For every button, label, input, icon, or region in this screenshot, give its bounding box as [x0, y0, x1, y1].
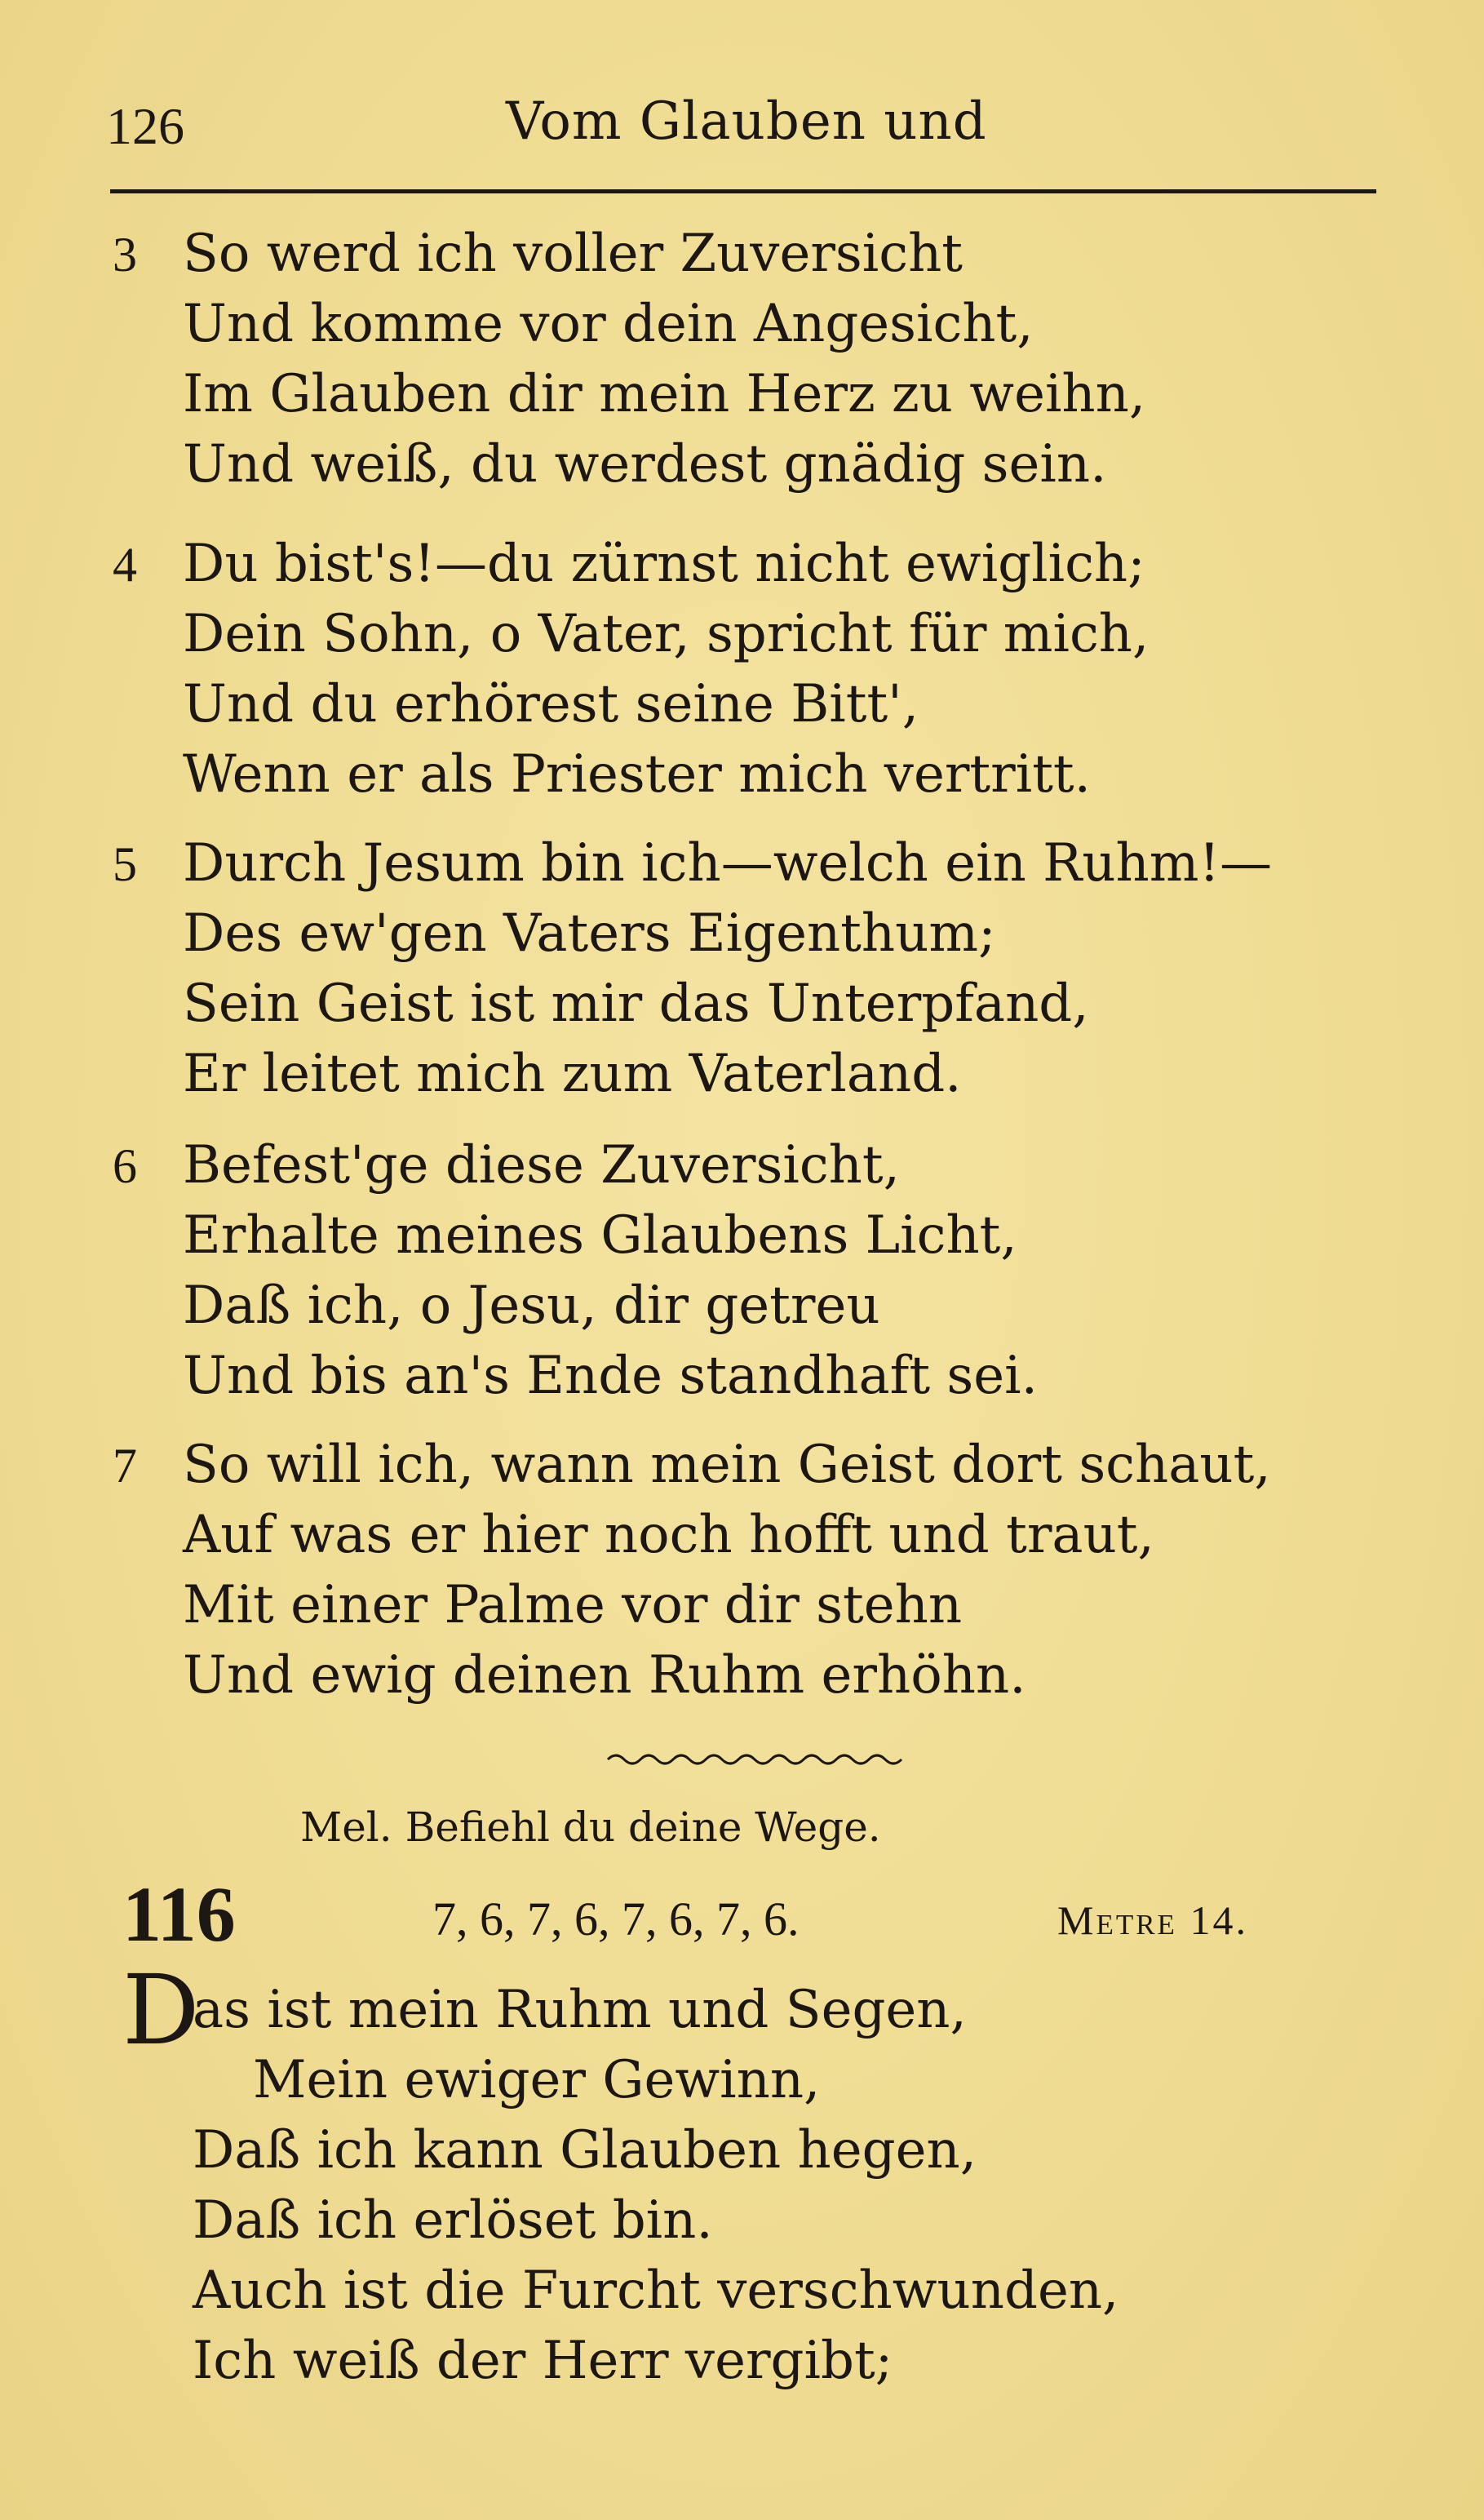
- drop-cap: D: [122, 1954, 200, 2066]
- running-title: Vom Glauben und: [506, 91, 987, 152]
- stanza-line-text: Durch Jesum bin ich—welch ein Ruhm!—: [183, 833, 1273, 894]
- hymn-first-line: [122, 1954, 1395, 2066]
- stanza-line: [113, 1430, 1418, 1500]
- stanza-line: Und komme vor dein Angesicht,: [183, 294, 1034, 354]
- hymn-116-verse: [122, 1954, 1395, 2396]
- stanza-line: Daß ich, o Jesu, dir getreu: [183, 1276, 880, 1336]
- stanza-line: Und weiß, du werdest gnädig sein.: [183, 434, 1107, 495]
- hymn-line: Ich weiß der Herr vergibt;: [193, 2331, 893, 2391]
- stanza-6: [113, 1130, 1418, 1411]
- stanza-line: [113, 828, 1418, 898]
- stanza-line: Sein Geist ist mir das Unterpfand,: [183, 974, 1089, 1034]
- stanza-7: [113, 1430, 1418, 1710]
- stanza-line: Und bis an's Ende standhaft sei.: [183, 1346, 1038, 1406]
- hymn-line: Mein ewiger Gewinn,: [253, 2050, 821, 2110]
- stanza-line: Mit einer Palme vor dir stehn: [183, 1575, 963, 1635]
- stanza-number: 3: [113, 228, 137, 282]
- stanza-line: Auf was er hier noch hofft und traut,: [183, 1505, 1154, 1565]
- page-number: 126: [106, 97, 184, 155]
- stanza-number: 6: [113, 1139, 137, 1193]
- stanza-line: Im Glauben dir mein Herz zu weihn,: [183, 364, 1146, 424]
- hymn-line: Auch ist die Furcht verschwunden,: [193, 2260, 1119, 2321]
- stanza-number: 5: [113, 837, 137, 891]
- stanza-line: Er leitet mich zum Vaterland.: [183, 1044, 962, 1104]
- stanza-line: Und du erhörest seine Bitt',: [183, 674, 919, 734]
- meter-pattern: 7, 6, 7, 6, 7, 6, 7, 6.: [432, 1892, 800, 1945]
- stanza-line-text: So will ich, wann mein Geist dort schaut,: [183, 1435, 1271, 1495]
- stanza-line-text: So werd ich voller Zuversicht: [183, 224, 963, 284]
- hymn-number: 116: [122, 1870, 236, 1958]
- stanza-line: Und ewig deinen Ruhm erhöhn.: [183, 1645, 1026, 1706]
- stanza-line-text: Befest'ge diese Zuversicht,: [183, 1135, 900, 1196]
- page-header: [106, 88, 1379, 162]
- stanza-line: [113, 219, 1418, 289]
- stanza-line: Des ew'gen Vaters Eigenthum;: [183, 903, 996, 964]
- stanza-line: Erhalte meines Glaubens Licht,: [183, 1205, 1017, 1266]
- stanza-line-text: Du bist's!—du zürnst nicht ewiglich;: [183, 534, 1145, 594]
- first-line-text: as ist mein Ruhm und Segen,: [193, 1980, 967, 2040]
- stanza-line: [113, 1130, 1418, 1200]
- stanza-number: 7: [113, 1439, 137, 1493]
- header-rule: [110, 189, 1376, 193]
- metre-label: Metre 14.: [1057, 1897, 1248, 1943]
- stanza-4: [113, 529, 1418, 810]
- stanza-3: [113, 219, 1418, 499]
- stanza-5: [113, 828, 1418, 1109]
- melody-reference: Mel. Befiehl du deine Wege.: [300, 1803, 881, 1851]
- stanza-line: [113, 529, 1418, 599]
- stanza-line: Dein Sohn, o Vater, spricht für mich,: [183, 604, 1150, 664]
- stanza-line: Wenn er als Priester mich vertritt.: [183, 744, 1091, 805]
- hymn-line: Daß ich kann Glauben hegen,: [193, 2120, 977, 2181]
- wavy-ornament-divider: [604, 1746, 914, 1771]
- stanza-number: 4: [113, 538, 137, 592]
- hymn-line: Daß ich erlöset bin.: [193, 2190, 713, 2251]
